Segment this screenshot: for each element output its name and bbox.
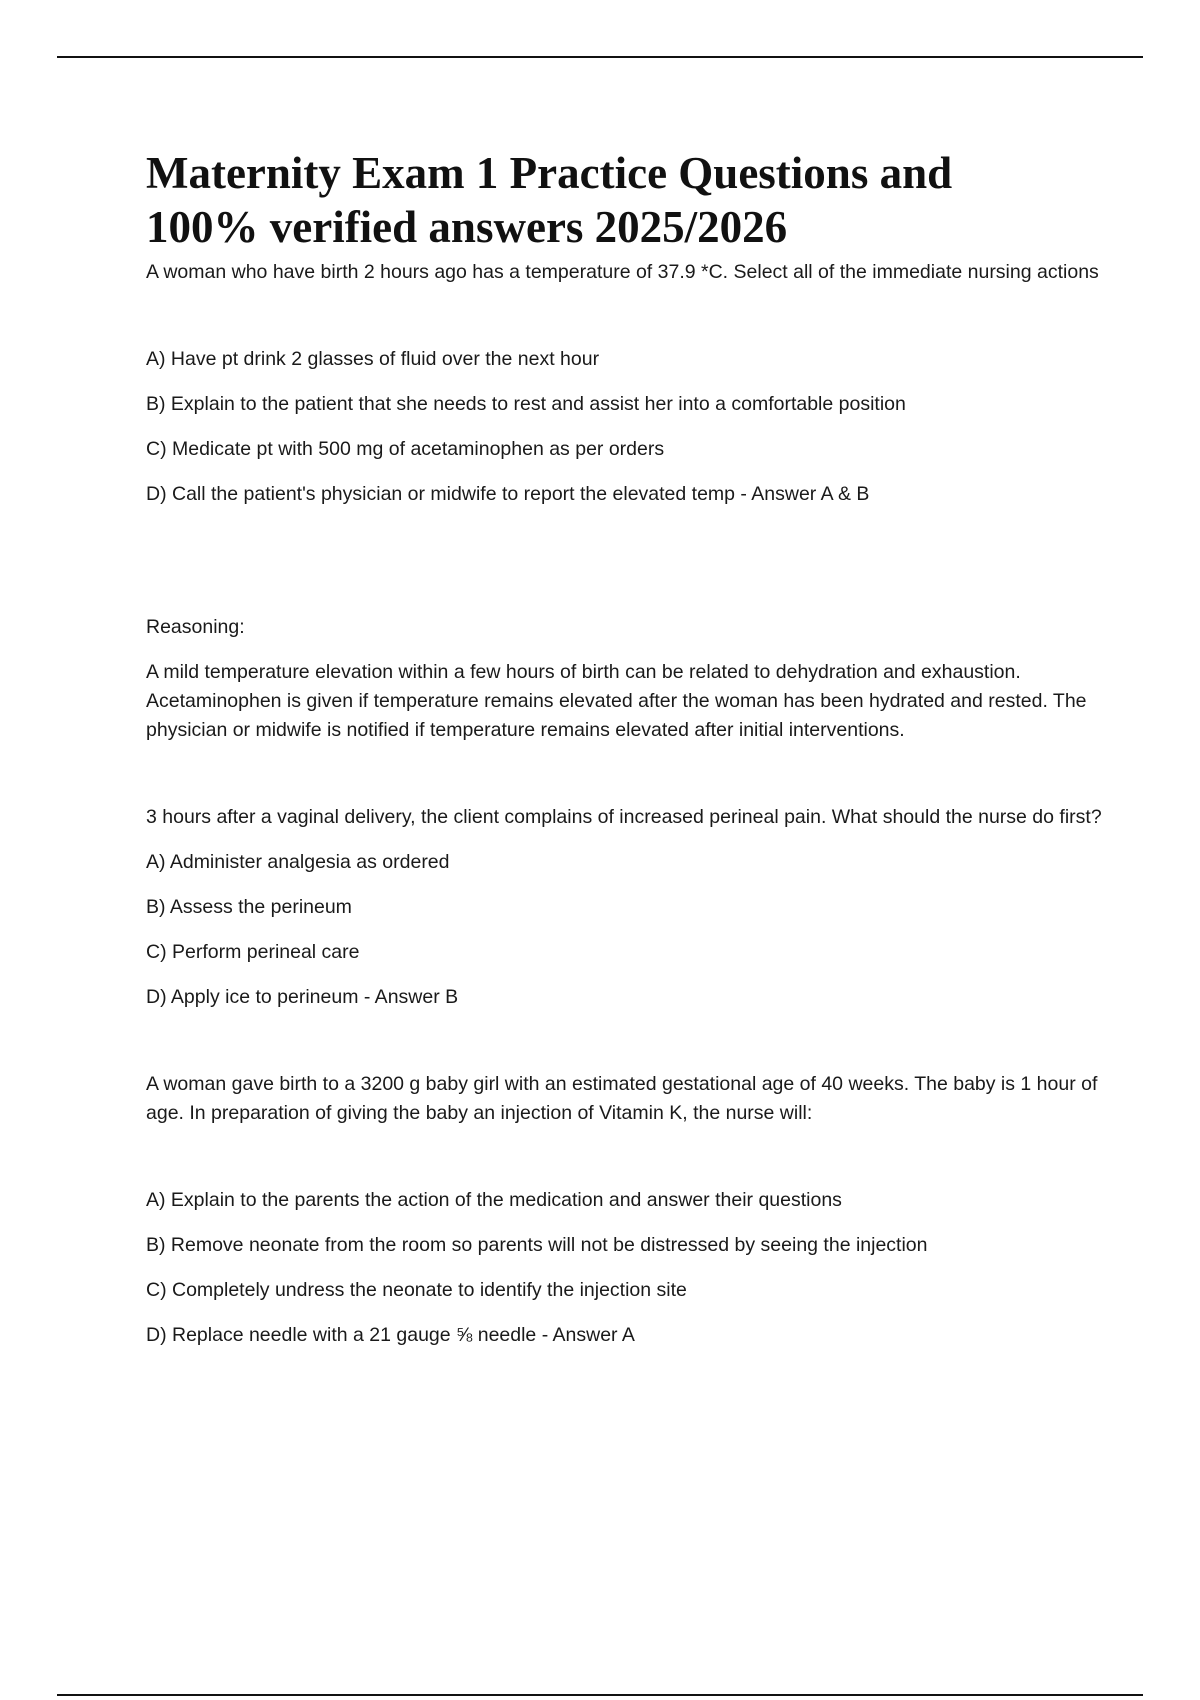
title-line-1: Maternity Exam 1 Practice Questions and [146, 148, 953, 198]
question-1-option-d: D) Call the patient's physician or midwife to report the elevated temp - Answer A & B [146, 483, 870, 505]
question-3-option-a: A) Explain to the parents the action of the medication and answer their questions [146, 1189, 842, 1211]
question-1-reasoning-label: Reasoning: [146, 616, 245, 638]
bottom-rule [57, 1694, 1143, 1696]
question-3-stem: A woman gave birth to a 3200 g baby girl with an estimated gestational age of 40 weeks. The baby is 1 hour of age. In preparation of giving the baby an injection of Vitamin K, the nurse will: [146, 1073, 1098, 1124]
question-1-stem: A woman who have birth 2 hours ago has a temperature of 37.9 *C. Select all of the immediate nursing actions [146, 261, 1099, 283]
top-rule [57, 56, 1143, 58]
question-1-option-a: A) Have pt drink 2 glasses of fluid over the next hour [146, 348, 600, 370]
question-2-option-a: A) Administer analgesia as ordered [146, 851, 450, 873]
question-2-stem: 3 hours after a vaginal delivery, the client complains of increased perineal pain. What should the nurse do first? [146, 806, 1102, 828]
question-1-reasoning-text: A mild temperature elevation within a few hours of birth can be related to dehydration and exhaustion. Acetaminophen is given if temperature remains elevated after the woman has been hydrated and rested. The physician or midwife is notified if temperature remains elevated after initial interventions. [146, 661, 1087, 741]
question-3 [146, 1028, 1106, 1350]
document-title [146, 146, 1106, 254]
document-body [146, 146, 1106, 1366]
question-2 [146, 745, 1106, 1012]
question-1-option-c: C) Medicate pt with 500 mg of acetaminophen as per orders [146, 438, 665, 460]
question-1-option-b: B) Explain to the patient that she needs to rest and assist her into a comfortable position [146, 393, 906, 415]
question-3-option-c: C) Completely undress the neonate to identify the injection site [146, 1279, 687, 1301]
question-1 [146, 258, 1106, 745]
question-2-option-d: D) Apply ice to perineum - Answer B [146, 986, 459, 1008]
title-line-2: 100% verified answers 2025/2026 [146, 202, 788, 252]
question-2-option-c: C) Perform perineal care [146, 941, 360, 963]
question-3-option-b: B) Remove neonate from the room so parents will not be distressed by seeing the injection [146, 1234, 928, 1256]
question-3-option-d: D) Replace needle with a 21 gauge ⅝ needle - Answer A [146, 1324, 635, 1346]
question-2-option-b: B) Assess the perineum [146, 896, 352, 918]
